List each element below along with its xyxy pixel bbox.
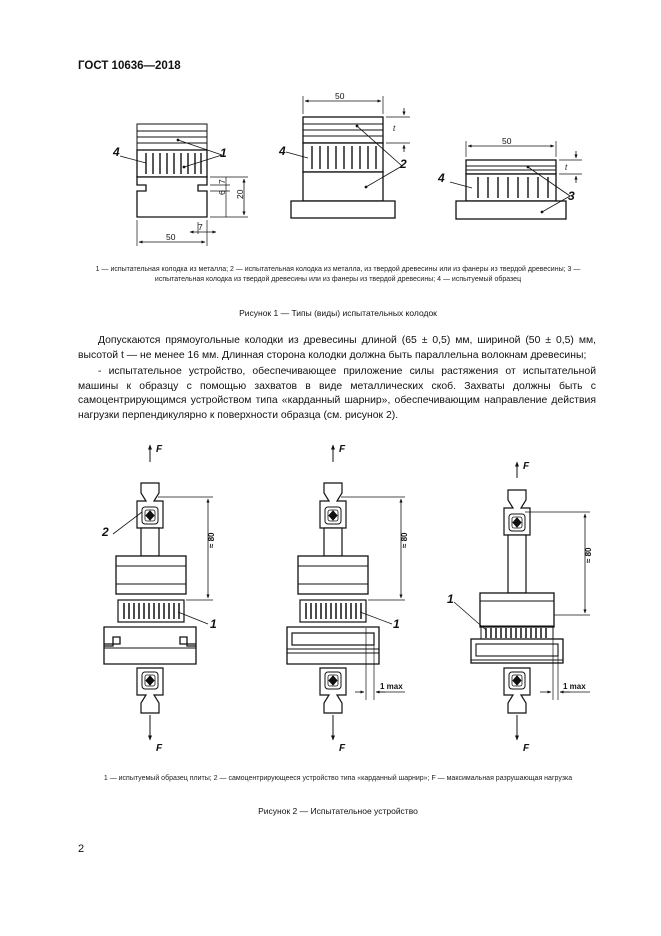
fig2-force-label-middle-top: F bbox=[339, 444, 346, 455]
fig1-dim-50-left: 50 bbox=[166, 232, 176, 242]
figure-2-legend: 1 — испытуемый образец плиты; 2 — самоцентрирующееся устройство типа «карданный шарнир»; F — максимальная разрушающая нагрузка bbox=[103, 775, 573, 782]
fig1-label-4-middle: 4 bbox=[279, 144, 286, 158]
fig2-dim-80-right: ≈ 80 bbox=[584, 547, 593, 563]
paragraph-1: Допускаются прямоугольные колодки из древесины длиной (65 ± 0,5) мм, шириной (50 ± 0,5) мм, высотой t — не менее 16 мм. Длинная сторона колодки должна быть параллельна волокнам древесины; bbox=[78, 335, 596, 361]
fig2-force-label-middle-bottom: F bbox=[339, 743, 346, 754]
document-header: ГОСТ 10636—2018 bbox=[78, 60, 181, 72]
fig2-label-1-left: 1 bbox=[210, 617, 217, 631]
fig1-label-4-right: 4 bbox=[438, 171, 445, 185]
fig2-label-2: 2 bbox=[102, 525, 109, 539]
fig1-dim-50-middle: 50 bbox=[335, 91, 345, 101]
fig1-dim-7-bottom: 7 bbox=[198, 222, 203, 232]
fig2-force-label-left-top: F bbox=[156, 444, 163, 455]
fig2-dim-1max-middle: 1 max bbox=[380, 682, 403, 691]
fig1-dim-50-right: 50 bbox=[502, 136, 512, 146]
fig1-label-4-left: 4 bbox=[113, 145, 120, 159]
figure-2-caption: Рисунок 2 — Испытательное устройство bbox=[258, 806, 418, 816]
fig1-label-1: 1 bbox=[220, 146, 227, 160]
fig2-dim-80-left: ≈ 80 bbox=[207, 532, 216, 548]
fig1-dim-t-middle: t bbox=[393, 124, 396, 133]
fig2-dim-1max-right: 1 max bbox=[563, 682, 586, 691]
fig1-dim-7-side: 7 bbox=[217, 179, 227, 184]
fig2-dim-80-middle: ≈ 80 bbox=[400, 532, 409, 548]
fig2-label-1-right: 1 bbox=[447, 592, 454, 606]
fig2-force-label-right-bottom: F bbox=[523, 743, 530, 754]
fig1-dim-20: 20 bbox=[235, 189, 245, 199]
figure-1-caption: Рисунок 1 — Типы (виды) испытательных колодок bbox=[239, 308, 437, 318]
fig1-dim-t-right: t bbox=[565, 163, 568, 172]
page-number: 2 bbox=[78, 843, 85, 855]
figure-1-legend: 1 — испытательная колодка из металла; 2 — испытательная колодка из металла, из твердой древесины или из фанеры из твердой древесины; 3 — испытательная колодка из твердой древесины или из фанеры из твердой древесины; 4 — испытуемый образец bbox=[95, 266, 581, 283]
paragraph-2: - испытательное устройство, обеспечивающее приложение силы растяжения от испытательной машины к образцу с помощью захватов в виде металлических скоб. Захваты должны быть с самоцентрирующимся устройством типа «карданный шарнир», обеспечивающим направление действия нагрузки перпендикулярно к поверхности образца (см. рисунок 2). bbox=[78, 366, 596, 421]
fig1-dim-6: 6 bbox=[217, 190, 227, 195]
fig1-label-3: 3 bbox=[568, 189, 575, 203]
fig2-label-1-middle: 1 bbox=[393, 617, 400, 631]
fig1-label-2: 2 bbox=[400, 157, 407, 171]
fig2-force-label-right-top: F bbox=[523, 461, 530, 472]
fig2-force-label-left-bottom: F bbox=[156, 743, 163, 754]
